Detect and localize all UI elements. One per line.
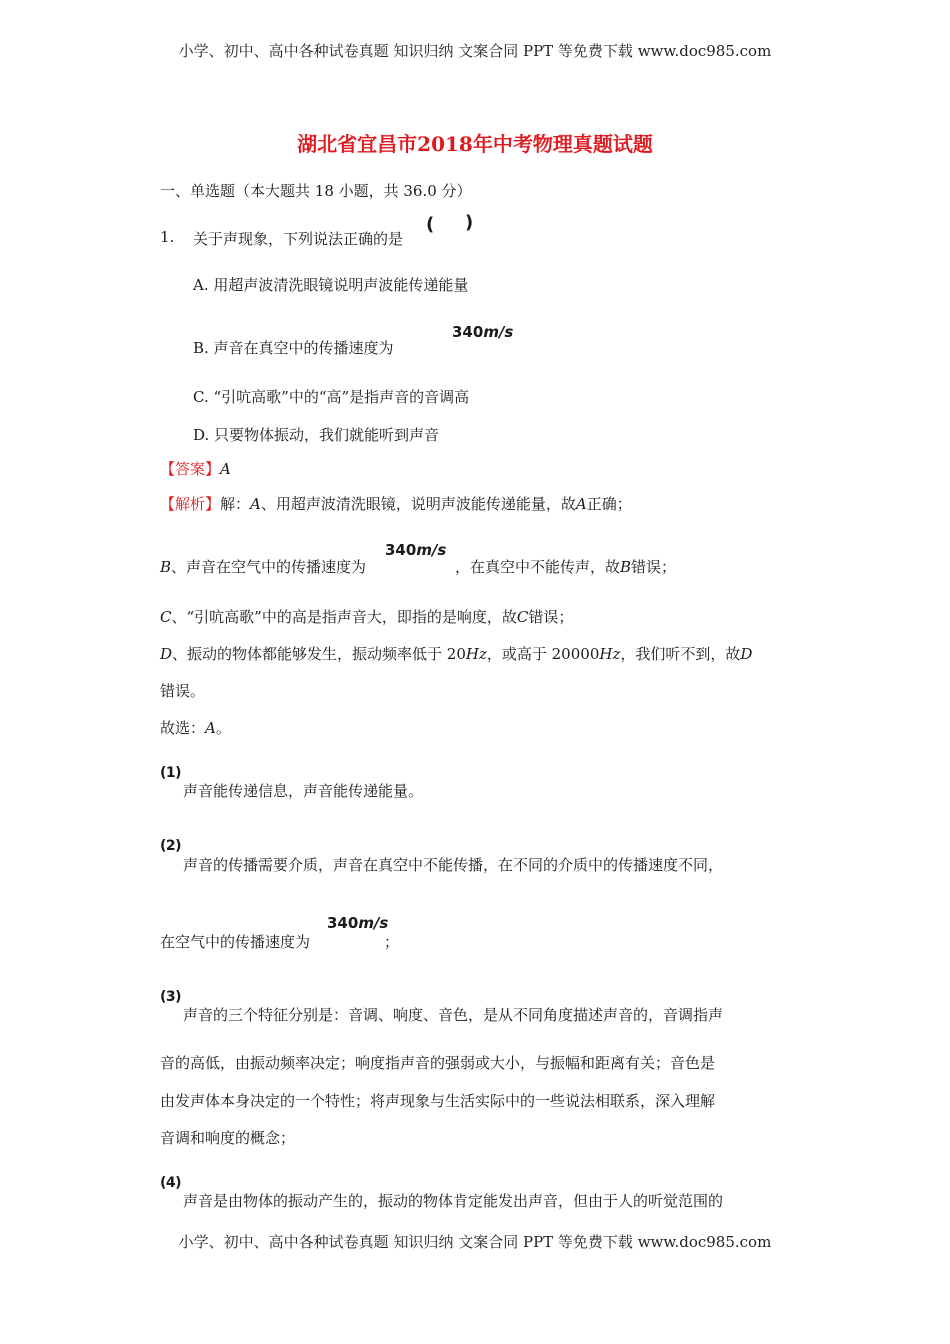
analysis-d-hz1: Hz (465, 645, 487, 663)
conclusion-end: 。 (215, 719, 231, 737)
analysis-a-mid: 、用超声波清洗眼镜，说明声波能传递能量，故 (260, 495, 576, 513)
analysis-line-b-tail (455, 556, 676, 577)
point-3-line3: 由发声体本身决定的一个特性；将声现象与生活实际中的一些说法相联系，深入理解 (160, 1092, 716, 1110)
point-3-number: (3) (160, 989, 182, 1005)
analysis-line-d (160, 643, 752, 664)
point-3-line2: 音的高低，由振动频率决定；响度指声音的强弱或大小，与振幅和距离有关；音色是 (160, 1054, 716, 1072)
analysis-d-text1: 、振动的物体都能够发生，振动频率低于 20 (172, 645, 466, 663)
speed-value: 340 (327, 914, 359, 932)
answer-blank-close: ) (465, 212, 474, 233)
option-a: A. 用超声波清洗眼镜说明声波能传递能量 (193, 276, 469, 294)
speed-unit: m/s (483, 323, 514, 341)
question-number: 1. (160, 228, 175, 246)
analysis-c-letter: C (160, 608, 172, 626)
analysis-c-letter2: C (516, 608, 529, 626)
analysis-line-c (160, 606, 573, 627)
option-b-speed (452, 323, 513, 341)
analysis-b-letter2: B (620, 558, 632, 576)
analysis-b-speed (385, 541, 446, 559)
analysis-line-b (160, 556, 366, 577)
point-2-text: 声音的传播需要介质，声音在真空中不能传播，在不同的介质中的传播速度不同， (183, 856, 724, 874)
analysis-d-text2: ，或高于 20000 (486, 645, 600, 663)
analysis-line-a (160, 493, 632, 514)
conclusion-pre: 故选： (160, 719, 206, 737)
point-2-speed (327, 914, 388, 932)
analysis-a-letter: A (250, 495, 261, 513)
analysis-d-hz2: Hz (599, 645, 621, 663)
point-1-number: (1) (160, 765, 182, 781)
analysis-line-d2: 错误。 (160, 682, 206, 700)
analysis-b-pre: 、声音在空气中的传播速度为 (171, 558, 367, 576)
analysis-b-letter: B (160, 558, 172, 576)
speed-unit: m/s (358, 914, 389, 932)
analysis-a-pre: 解： (220, 495, 251, 513)
analysis-d-text3: ，我们听不到，故 (620, 645, 741, 663)
point-3-line4: 音调和响度的概念； (160, 1129, 296, 1147)
analysis-a-end: 正确； (586, 495, 632, 513)
speed-value: 340 (452, 323, 484, 341)
document-title: 湖北省宜昌市2018年中考物理真题试题 (297, 132, 653, 156)
point-2-line2: 在空气中的传播速度为 (160, 933, 311, 951)
answer-blank-open: ( (426, 214, 435, 235)
analysis-label: 【解析】 (160, 495, 221, 513)
option-c: C. “引吭高歌”中的“高”是指声音的音调高 (193, 388, 470, 406)
analysis-c-mid: 、“引吭高歌”中的高是指声音大，即指的是响度，故 (171, 608, 517, 626)
point-3-line1: 声音的三个特征分别是：音调、响度、音色，是从不同角度描述声音的，音调指声 (183, 1006, 724, 1024)
point-4-number: (4) (160, 1175, 182, 1191)
point-4-line1: 声音是由物体的振动产生的，振动的物体肯定能发出声音，但由于人的听觉范围的 (183, 1192, 724, 1210)
point-2-number: (2) (160, 838, 182, 854)
option-d: D. 只要物体振动，我们就能听到声音 (193, 426, 440, 444)
speed-value: 340 (385, 541, 417, 559)
page-header: 小学、初中、高中各种试卷真题 知识归纳 文案合同 PPT 等免费下载 www.doc985.com (178, 42, 772, 60)
analysis-d-letter2: D (740, 645, 753, 663)
point-1-text: 声音能传递信息，声音能传递能量。 (183, 782, 424, 800)
speed-unit: m/s (416, 541, 447, 559)
point-2-end: ； (384, 933, 400, 951)
analysis-c-end: 错误； (528, 608, 574, 626)
conclusion-letter: A (205, 719, 216, 737)
option-b: B. 声音在真空中的传播速度为 (193, 339, 394, 357)
analysis-d-letter: D (160, 645, 173, 663)
analysis-b-mid: ，在真空中不能传声，故 (455, 558, 621, 576)
answer-label: 【答案】 (160, 460, 221, 478)
section-heading: 一、单选题（本大题共 18 小题，共 36.0 分） (160, 182, 472, 200)
analysis-a-letter2: A (575, 495, 587, 513)
page-footer: 小学、初中、高中各种试卷真题 知识归纳 文案合同 PPT 等免费下载 www.doc985.com (178, 1233, 772, 1251)
answer-value: A (220, 460, 231, 478)
analysis-b-end: 错误； (631, 558, 677, 576)
answer-line (160, 458, 231, 479)
question-stem: 关于声现象，下列说法正确的是 (193, 230, 404, 248)
analysis-conclusion (160, 717, 231, 738)
